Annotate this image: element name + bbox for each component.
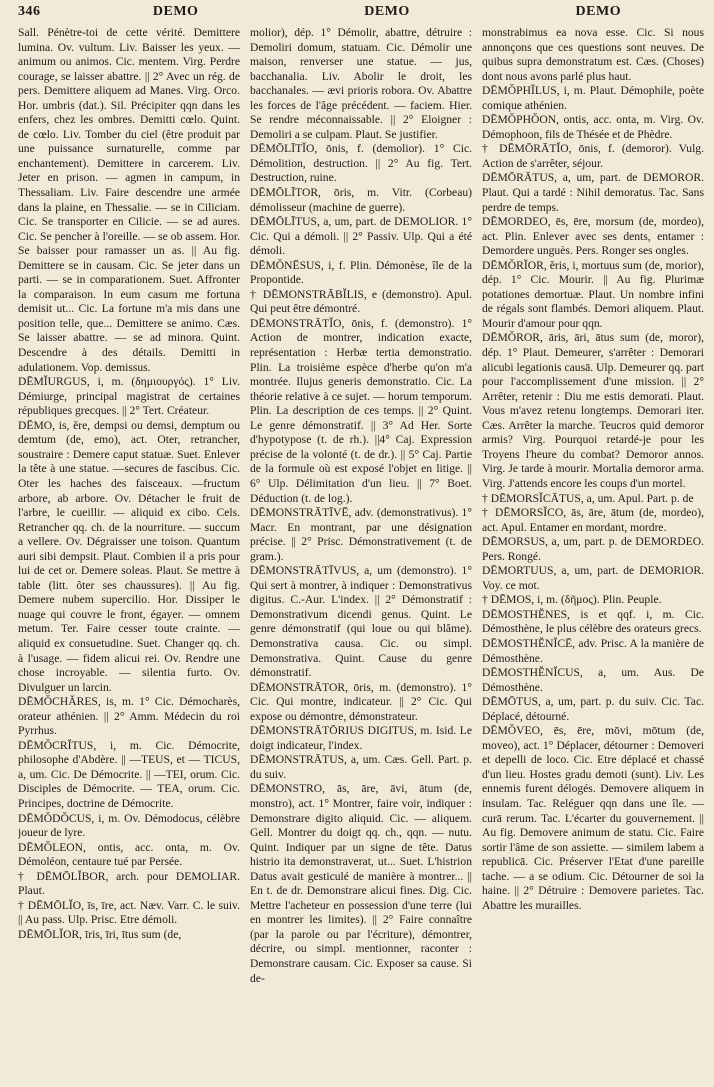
running-head-left: DEMO <box>152 4 199 19</box>
dictionary-entry: DĒMŌLĪTĬO, ōnis, f. (demolior). 1° Cic. Démolition, destruction. || 2° Au fig. Tert. Destruction, ruine. <box>250 142 472 185</box>
dictionary-entry: † DĒMORSĬCO, ās, āre, ātum (de, mordeo), act. Apul. Entamer en mordant, mordre. <box>482 506 704 534</box>
dictionary-entry: DĒMŌRĀTUS, a, um, part. de DEMOROR. Plaut. Qui a tardé : Nihil demoratus. Tac. Sans perdre de temps. <box>482 171 704 214</box>
dictionary-entry: monstrabimus ea nova esse. Cic. Si nous annonçons que ces questions sont neuves. De quibus supra demonstratum est. Cæs. (Choses) dont nous avons parlé plus haut. <box>482 26 704 83</box>
dictionary-entry: DĒMONSTRĀTOR, ōris, m. (demonstro). 1° Cic. Qui montre, indicateur. || 2° Cic. Qui expose ou démontre, démonstrateur. <box>250 680 472 723</box>
dictionary-entry: † DĒMŌLĬBOR, arch. pour DEMOLIAR. Plaut. <box>18 869 240 898</box>
dictionary-entry: DĒMORDEO, ēs, ēre, morsum (de, mordeo), act. Plin. Enlever avec ses dents, entamer : Demordere unguès. Pers. Ronger ses ongles. <box>482 215 704 258</box>
dictionary-entry: DĒMŌTUS, a, um, part. p. du suiv. Cic. Tac. Déplacé, détourné. <box>482 695 704 723</box>
dictionary-entry: DĒMĬURGUS, i, m. (δημιουργός). 1° Liv. Démiurge, principal magistrat de certaines républiques grecques. || 2° Tert. Créateur. <box>18 375 240 418</box>
column-left <box>18 26 240 1081</box>
dictionary-entry: † DĒMŌRĀTĬO, ōnis, f. (demoror). Vulg. Action de s'arrêter, séjour. <box>482 142 704 170</box>
dictionary-entry: DĒMŌLĬOR, īris, īri, ītus sum (de, <box>18 927 182 941</box>
dictionary-entry: † DĒMONSTRĀBĬLIS, e (demonstro). Apul. Qui peut être démontré. <box>250 287 472 316</box>
dictionary-entry: † DĒMOS, i, m. (δῆμος). Plin. Peuple. <box>482 593 662 607</box>
dictionary-entry: † DĒMORSĬCĀTUS, a, um. Apul. Part. p. de <box>482 491 694 505</box>
dictionary-entry: DĒMŎPHŎON, ontis, acc. onta, m. Virg. Ov. Démophoon, fils de Thésée et de Phèdre. <box>482 113 704 141</box>
dictionary-entry: DĒMORSUS, a, um, part. p. de DEMORDEO. Pers. Rongé. <box>482 535 704 563</box>
dictionary-entry: DĒMŎVEO, ēs, ēre, mōvi, mōtum (de, moveo), act. 1° Déplacer, détourner : Demoveri et depelli de loco. Cic. Etre déplacé et chassé d'un lieu. Hostes gradu demoti (sunt). Liv. Les ennemis furent délogés. Demovere aliquem in insulam. Tac. Reléguer qqn dans une île. — curā rerum. Tac. L'écarter du gouvernement. || Au fig. Demovere animum de statu. Cic. Faire sortir l'âme de son assiette. — similem labem a republicā. Cic. Préserver l'Etat d'une pareille tache. — a se odium. Cic. Détourner de soi la haine. || 2° Détruire : Demovere parietes. Tac. Abattre les murailles. <box>482 724 704 912</box>
dictionary-entry: DĒMŎNĒSUS, i, f. Plin. Démonèse, île de la Propontide. <box>250 258 472 287</box>
dictionary-entry: DĒMŌLĪTOR, ōris, m. Vitr. (Corbeau) démolisseur (machine de guerre). <box>250 186 472 214</box>
dictionary-entry: DĒMŎROR, āris, āri, ātus sum (de, moror), dép. 1° Plaut. Demeurer, s'arrêter : Demorari alicubi legationis causā. Ulp. Demeurer qq. part pour l'accomplissement d'une mission. || 2° Arrêter, retenir : Diu me estis demorati. Plaut. Vous m'avez retenu longtemps. Demorari iter. Cæs. Arrêter la marche. Teucros quid demoror armis? Virg. Pourquoi retardé-je pour les Troyens l'heure du combat? Demoror annos. Virg. Je tarde à mourir. Mortalia demoror arma. Virg. J'attends encore les coups d'un mortel. <box>482 331 704 490</box>
page-number: 346 <box>18 4 41 19</box>
dictionary-entry: DĒMONSTRĀTUS, a, um. Cæs. Gell. Part. p. du suiv. <box>250 753 472 781</box>
dictionary-entry: DĒMO, is, ĕre, dempsi ou demsi, demptum ou demtum (de, emo), act. Oter, retrancher, soustraire : Demere caput statuæ. Suet. Enlever la tête à une statue. —secures de fascibus. Cic. Oter les haches des faisceaux. —fructum arbore, ab arbore. Ov. Détacher le fruit de l'arbre, le cueillir. — aliquid ex cibo. Cels. Retrancher qq. ch. de la nourriture. — succum a vellere. Ov. Dégraisser une toison. Quantum auri sibi dempsit. Plaut. Combien il a pris pour lui de cet or. Demere soleas. Plaut. Se mettre à table (litt. ôter ses chaussures). || Au fig. Demere nubem supercilio. Hor. Dissiper le nuage qui couvre le front, égayer. — omnem metum. Ter. Faire cesser toute crainte. — aliquid ex consuetudine. Suet. Changer qq. ch. à l'usage. — fidem alicui rei. Ov. Rendre une chose incroyable. — silentia furto. Ov. Divulguer un larcin. <box>18 418 240 694</box>
dictionary-entry: DĒMŌLĪTUS, a, um, part. de DEMOLIOR. 1° Cic. Qui a démoli. || 2° Passiv. Ulp. Qui a été démoli. <box>250 215 472 258</box>
dictionary-entry: DĒMŎCRĬTUS, i, m. Cic. Démocrite, philosophe d'Abdère. || —TEUS, et — TICUS, a, um. Cic. De Démocrite. || —TEI, orum. Cic. Disciples de Démocrite. — TEA, orum. Cic. Principes, doctrine de Démocrite. <box>18 738 240 810</box>
dictionary-entry: DĒMŎCHĂRES, is, m. 1° Cic. Démocharès, orateur athénien. || 2° Amm. Médecin du roi Pyrrhus. <box>18 695 240 738</box>
dictionary-entry: DĒMORTUUS, a, um, part. de DEMORIOR. Voy. ce mot. <box>482 564 704 592</box>
dictionary-entry: DĒMOSTHĔNĬCĒ, adv. Prisc. A la manière de Démosthène. <box>482 636 704 665</box>
dictionary-entry: DĒMŎDŎCUS, i, m. Ov. Démodocus, célèbre joueur de lyre. <box>18 811 240 840</box>
dictionary-entry: DĒMONSTRĀTĪVĒ, adv. (demonstrativus). 1° Macr. En montrant, par une désignation précise. || 2° Prisc. Démonstrativement (t. de gram.). <box>250 506 472 563</box>
column-right <box>482 26 704 1081</box>
text-columns <box>18 26 704 1081</box>
page-header <box>18 4 704 26</box>
running-head-center: DEMO <box>364 4 410 19</box>
dictionary-entry: DĒMONSTRĀTŌRIUS DIGITUS, m. Isid. Le doigt indicateur, l'index. <box>250 724 472 752</box>
dictionary-entry: DĒMONSTRĀTĬO, ōnis, f. (demonstro). 1° Action de montrer, indication exacte, représentation : Herbæ tertia demonstratio. Plin. La troisième espèce d'herbe qu'on m'a montrée. Ilujus generis demonstratio. Cic. La théorie relative à ce sujet. — horum temporum. Plin. La description de ces temps. || 2° Quint. Le genre démonstratif. || 3° Ad Her. Sorte d'hypotypose (t. de rh.). ||4° Caj. Expression précise de la volonté (t. de dr.). || 5° Caj. Partie de la formule où est exposé l'objet en litige. || 6° Ulp. Délimitation d'un lieu. || 7° Boet. Déduction (t. de log.). <box>250 316 472 505</box>
dictionary-entry: DĒMŎPHĬLUS, i, m. Plaut. Démophile, poète comique athénien. <box>482 84 704 112</box>
dictionary-entry: † DĒMŌLĬO, īs, īre, act. Næv. Varr. C. le suiv. || Au pass. Ulp. Prisc. Etre démoli. <box>18 898 240 927</box>
dictionary-entry: DĒMOSTHĔNES, is et qqf. i, m. Cic. Démosthène, le plus célèbre des orateurs grecs. <box>482 607 704 636</box>
dictionary-entry: DĒMŎLEON, ontis, acc. onta, m. Ov. Démoléon, centaure tué par Persée. <box>18 840 240 869</box>
dictionary-entry: DĒMONSTRO, ās, āre, āvi, ātum (de, monstro), act. 1° Montrer, faire voir, indiquer : Demonstrare digito aliquid. Cic. — aliquem. Gell. Montrer du doigt qq. ch., qqn. — nutu. Quint. Indiquer par un signe de tête. Datus histrio ita demonstraverat, ut... Suet. L'histrion Datus avait gesticulé de manière à montrer... || En t. de dr. Demonstrare alicui fines. Dig. Cic. Mettre l'acheteur en possession d'une terre (lui en montrer les limites). || 2° Faire connaître (par la parole ou par l'écriture), démontrer, décrire, ou simpl. mentionner, raconter : Demonstrare causam. Cic. Exposer sa cause. Si de- <box>250 782 472 985</box>
column-middle <box>250 26 472 1081</box>
dictionary-entry: Sall. Pénètre-toi de cette vérité. Demittere lumina. Ov. vultum. Liv. Baisser les yeux. — animum ou animos. Cic. mentem. Virg. Perdre courage, se laisser abattre. || 2° Avec un rég. de pers. Demittere aliquem ad Manes. Virg. Orco. Hor. umbris (dat.). Sil. Précipiter qqn dans les enfers, chez les ombres. Demitti cœlo. Quint. de cœlo. Liv. Tomber du ciel (être produit par une puissance surnaturelle, comme par enchantement). Demittere in carcerem. Liv. Jeter en prison. — agmen in campum, in Thessaliam. Liv. Faire descendre une armée dans la plaine, en Thessalie. — se in Ciliciam. Cic. Se transporter en Cilicie. — se ad aures. Cic. Se pencher à l'oreille. — se ob assem. Hor. Se baisser pour ramasser un as. || Au fig. Demittere se in causam. Cic. Se jeter dans un parti. — se in comparationem. Suet. Affronter la comparaison. In eum casum me fortuna demisit ut... Cic. La fortune m'a mis dans une position telle, que... Demittere se animo. Cæs. Se laisser abattre. — se ad minora. Quint. Descendre à des détails. Demitti in adulationem. Vop. demissus. <box>18 26 240 374</box>
dictionary-entry: DĒMONSTRĀTĪVUS, a, um (demonstro). 1° Qui sert à montrer, à indiquer : Demonstrativus digitus. C.-Aur. L'index. || 2° Démonstratif : Demonstrativum dicendi genus. Quint. Le genre démonstratif (qui loue ou qui blâme). Demonstrativa causa. Cic. ou simpl. Demonstrativa. Quint. Cause du genre démonstratif. <box>250 564 472 680</box>
dictionary-entry: molior), dép. 1° Démolir, abattre, détruire : Demoliri domum, statuam. Cic. Démolir une maison, renverser une statue. — jus, bacchanalia. Liv. Abolir le droit, les bacchanales. — ævi prioris robora. Ov. Abattre les forces de l'âge précédent. — faciem. Hier. Se rendre méconnaissable. || 2° Eloigner : Demoliri a se culpam. Plaut. Se justifier. <box>250 26 472 141</box>
dictionary-entry: DĒMOSTHĔNĬCUS, a, um. Aus. De Démosthène. <box>482 666 704 694</box>
dictionary-entry: DĒMŎRĬOR, ĕris, i, mortuus sum (de, morior), dép. 1° Cic. Mourir. || Au fig. Plurimæ potationes demortuæ. Plaut. Un nombre infini de régals sont flambés. Demori aliquem. Plaut. Mourir d'amour pour qqn. <box>482 258 704 330</box>
running-head-right: DEMO <box>575 4 622 19</box>
